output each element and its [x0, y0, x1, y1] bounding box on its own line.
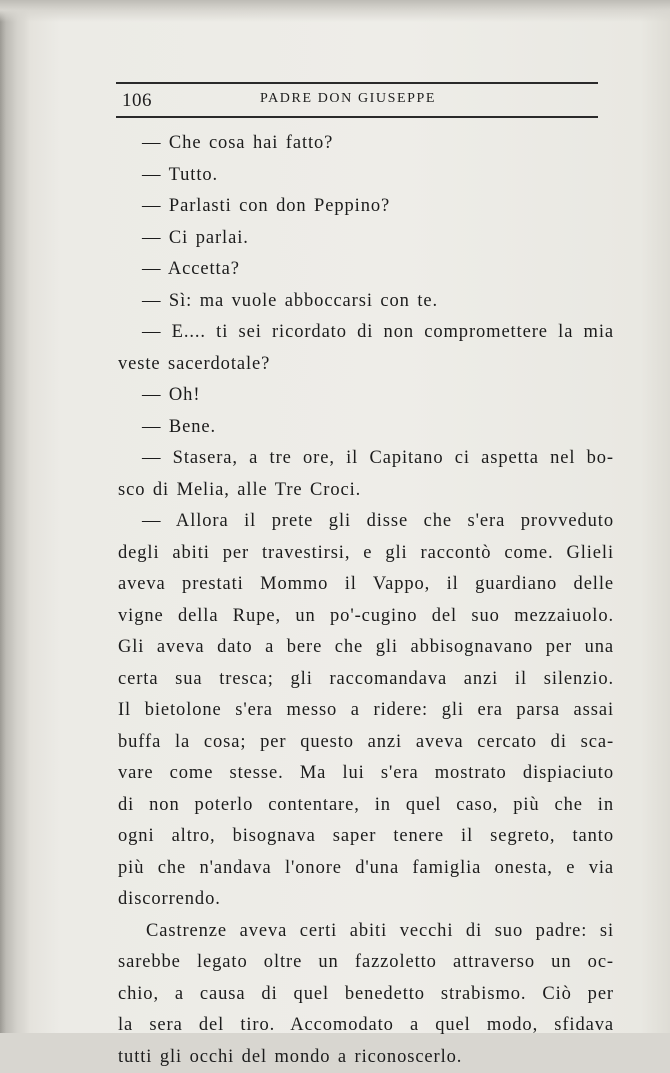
text-line: — Ci parlai. — [118, 223, 614, 255]
text-line: — Che cosa hai fatto? — [118, 128, 614, 160]
text-line: vigne della Rupe, un po'-cugino del suo mezzaiuolo. — [118, 601, 614, 633]
text-line: — Stasera, a tre ore, il Capitano ci aspetta nel bo- — [118, 443, 614, 475]
running-title: PADRE DON GIUSEPPE — [260, 91, 436, 107]
header-rule-bottom — [116, 116, 598, 118]
text-line: vare come stesse. Ma lui s'era mostrato dispiaciuto — [118, 758, 614, 790]
text-line: chio, a causa di quel benedetto strabismo. Ciò per — [118, 979, 614, 1011]
text-line: più che n'andava l'onore d'una famiglia onesta, e via — [118, 853, 614, 885]
text-line: — Tutto. — [118, 160, 614, 192]
text-line: certa sua tresca; gli raccomandava anzi il silenzio. — [118, 664, 614, 696]
text-line: sco di Melia, alle Tre Croci. — [118, 475, 614, 507]
text-line: — Parlasti con don Peppino? — [118, 191, 614, 223]
header-rule-top — [116, 82, 598, 84]
text-line: aveva prestati Mommo il Vappo, il guardiano delle — [118, 569, 614, 601]
text-line: la sera del tiro. Accomodato a quel modo, sfidava — [118, 1010, 614, 1042]
text-line: — Accetta? — [118, 254, 614, 286]
text-line: — Allora il prete gli disse che s'era provveduto — [118, 506, 614, 538]
text-line: discorrendo. — [118, 884, 614, 916]
text-line: — E.... ti sei ricordato di non compromettere la mia — [118, 317, 614, 349]
text-line: — Bene. — [118, 412, 614, 444]
page-header — [116, 82, 598, 122]
text-line: veste sacerdotale? — [118, 349, 614, 381]
text-line: buffa la cosa; per questo anzi aveva cercato di sca- — [118, 727, 614, 759]
text-line: Castrenze aveva certi abiti vecchi di suo padre: si — [118, 916, 614, 948]
page-number: 106 — [122, 90, 152, 112]
text-line: Il bietolone s'era messo a ridere: gli era parsa assai — [118, 695, 614, 727]
text-line: degli abiti per travestirsi, e gli raccontò come. Glieli — [118, 538, 614, 570]
text-line: — Oh! — [118, 380, 614, 412]
text-line: Gli aveva dato a bere che gli abbisognavano per una — [118, 632, 614, 664]
text-line: ogni altro, bisognava saper tenere il segreto, tanto — [118, 821, 614, 853]
text-line: — Sì: ma vuole abboccarsi con te. — [118, 286, 614, 318]
body-text — [118, 128, 614, 1073]
text-line: tutti gli occhi del mondo a riconoscerlo. — [118, 1042, 614, 1073]
text-line: di non poterlo contentare, in quel caso, più che in — [118, 790, 614, 822]
spine-shadow — [0, 0, 30, 1033]
page-top-edge — [0, 0, 670, 22]
text-line: sarebbe legato oltre un fazzoletto attraverso un oc- — [118, 947, 614, 979]
